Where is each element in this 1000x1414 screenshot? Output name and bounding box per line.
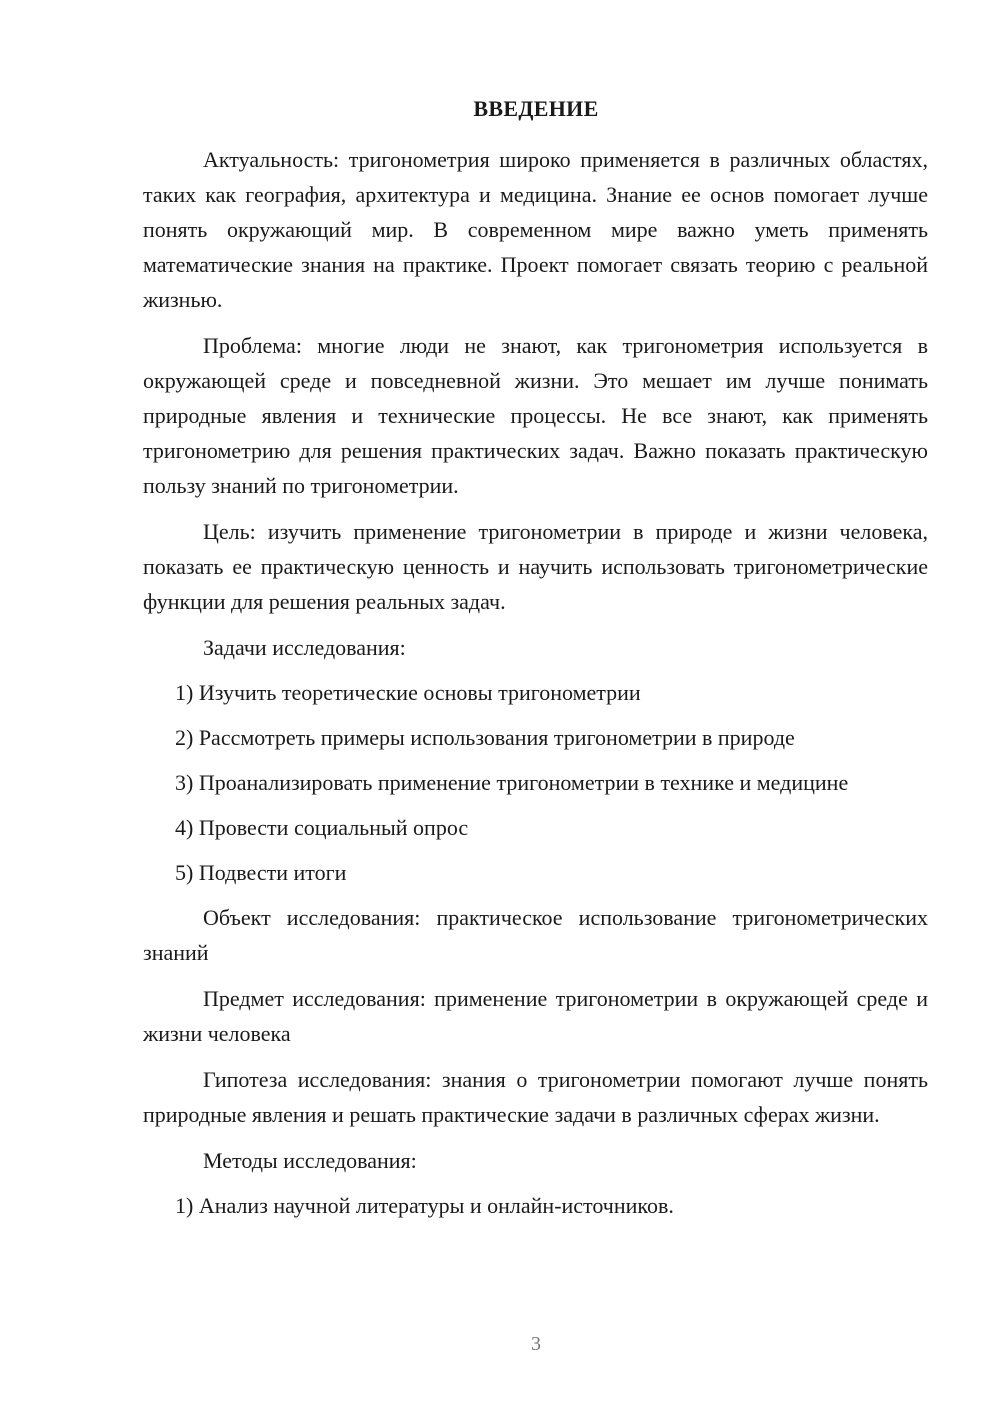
object-paragraph: Объект исследования: практическое использование тригонометрических знаний xyxy=(143,905,928,965)
section-title: ВВЕДЕНИЕ xyxy=(473,96,599,121)
method-item-1: 1) Анализ научной литературы и онлайн-источников. xyxy=(175,1193,674,1218)
goal-paragraph: Цель: изучить применение тригонометрии в природе и жизни человека, показать ее практическую ценность и научить использовать тригонометрические функции для решения реальных задач. xyxy=(143,519,928,614)
hypothesis-paragraph: Гипотеза исследования: знания о тригонометрии помогают лучше понять природные явления и решать практические задачи в различных сферах жизни. xyxy=(143,1067,928,1127)
relevance-paragraph: Актуальность: тригонометрия широко применяется в различных областях, таких как география, архитектура и медицина. Знание ее основ помогает лучше понять окружающий мир. В современном мире важно уметь применять математические знания на практике. Проект помогает связать теорию с реальной жизнью. xyxy=(143,147,928,312)
task-item-5: 5) Подвести итоги xyxy=(175,860,347,885)
task-item-1: 1) Изучить теоретические основы тригонометрии xyxy=(175,680,641,705)
page-number: 3 xyxy=(531,1333,541,1355)
tasks-heading: Задачи исследования: xyxy=(203,635,406,660)
subject-paragraph: Предмет исследования: применение тригонометрии в окружающей среде и жизни человека xyxy=(143,986,928,1046)
problem-paragraph: Проблема: многие люди не знают, как тригонометрия используется в окружающей среде и повседневной жизни. Это мешает им лучше понимать природные явления и технические процессы. Не все знают, как применять тригонометрию для решения практических задач. Важно показать практическую пользу знаний по тригонометрии. xyxy=(143,333,928,498)
task-item-2: 2) Рассмотреть примеры использования тригонометрии в природе xyxy=(175,725,795,750)
task-item-3: 3) Проанализировать применение тригонометрии в технике и медицине xyxy=(175,770,849,795)
page-content xyxy=(143,142,928,1233)
task-item-4: 4) Провести социальный опрос xyxy=(175,815,469,840)
methods-heading: Методы исследования: xyxy=(203,1148,417,1173)
